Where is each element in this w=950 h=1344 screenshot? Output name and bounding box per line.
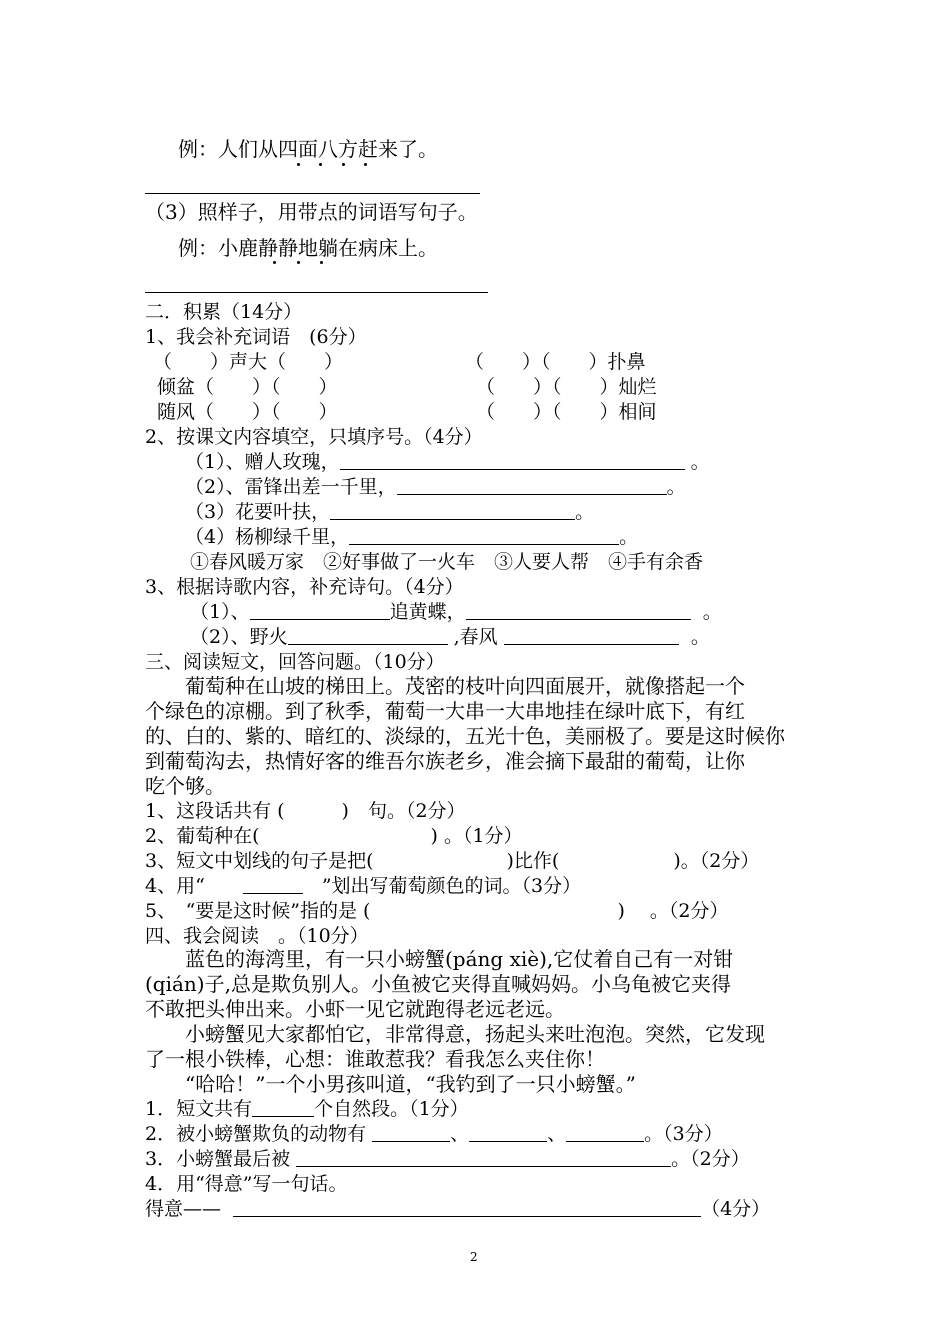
passage-1-line: 到葡萄沟去，热情好客的维吾尔族老乡，准会摘下最甜的葡萄，让你 xyxy=(145,749,745,773)
question-3-title: （3）照样子，用带点的词语写句子。 xyxy=(145,200,478,224)
answer-blank[interactable] xyxy=(566,1123,644,1142)
s2-q2-options: ①春风暖万家 ②好事做了一火车 ③人要人帮 ④手有余香 xyxy=(190,551,704,573)
answer-blank[interactable] xyxy=(330,501,575,520)
answer-blank[interactable] xyxy=(233,1198,701,1217)
emphasis-dot xyxy=(319,163,322,166)
passage-1-line: 个绿色的凉棚。到了秋季，葡萄一大串一大串地挂在绿叶底下，有红 xyxy=(145,699,745,723)
answer-blank[interactable] xyxy=(288,626,448,645)
emphasis-dot xyxy=(320,261,323,264)
answer-blank[interactable] xyxy=(252,1098,314,1117)
answer-blank[interactable] xyxy=(250,601,390,620)
s2-q1-title: 1、我会补充词语 (6分） xyxy=(145,326,367,348)
section-3-heading: 三、阅读短文，回答问题。（10分） xyxy=(145,651,445,673)
passage-2-line: 不敢把头伸出来。小虾一见它就跑得老远老远。 xyxy=(145,997,565,1021)
section-2-heading: 二．积累（14分） xyxy=(145,301,303,323)
passage-2-line: (qián)子,总是欺负别人。小鱼被它夹得直喊妈妈。小乌龟被它夹得 xyxy=(145,972,731,996)
idiom-blank-4[interactable]: （ ）（ ）灿烂 xyxy=(476,376,657,398)
s2-q2-item-2: （2）、雷锋出差一千里， 。 xyxy=(185,476,686,498)
example-sentence-2: 例：小鹿静静地躺在病床上。 xyxy=(178,236,438,260)
page-number: 2 xyxy=(470,1250,478,1264)
idiom-blank-1[interactable]: （ ）声大（ ） xyxy=(153,351,344,373)
answer-blank[interactable] xyxy=(243,875,303,894)
emphasis-dot xyxy=(297,163,300,166)
example-sentence-1: 例：人们从四面八方赶来了。 xyxy=(178,137,438,161)
section-4-heading: 四、我会阅读 。（10分） xyxy=(145,925,369,947)
answer-line[interactable] xyxy=(145,193,480,194)
answer-blank[interactable] xyxy=(504,626,679,645)
passage-1-line: 葡萄种在山坡的梯田上。茂密的枝叶向四面展开，就像搭起一个 xyxy=(145,674,745,698)
passage-1-line: 的、白的、紫的、暗红的、淡绿的，五光十色，美丽极了。要是这时候你 xyxy=(145,724,785,748)
s4-question-4-answer: 得意—— （4分） xyxy=(145,1198,771,1220)
s2-q3-line-1: （1）、 追黄蝶， 。 xyxy=(190,601,722,623)
passage-2-line: 小螃蟹见大家都怕它，非常得意，扬起头来吐泡泡。突然，它发现 xyxy=(145,1022,765,1046)
passage-2-line: “哈哈！”一个小男孩叫道，“我钓到了一只小螃蟹。” xyxy=(145,1072,636,1096)
s2-q2-item-1: （1）、赠人玫瑰， 。 xyxy=(185,451,710,473)
s4-question-3: 3．小螃蟹最后被 。（2分） xyxy=(145,1148,750,1170)
emphasis-dot xyxy=(342,163,345,166)
answer-blank[interactable] xyxy=(296,1148,671,1167)
passage-2-line: 蓝色的海湾里，有一只小螃蟹(páng xiè),它仗着自己有一对钳 xyxy=(145,947,734,971)
answer-blank[interactable] xyxy=(340,451,685,470)
emphasis-dot xyxy=(273,261,276,264)
s3-question-1: 1、这段话共有 ( ) 句。（2分） xyxy=(145,800,466,822)
idiom-blank-6[interactable]: （ ）（ ）相间 xyxy=(476,401,657,423)
passage-1-line: 吃个够。 xyxy=(145,774,225,798)
answer-blank[interactable] xyxy=(469,1123,547,1142)
passage-2-line: 了一根小铁棒，心想：谁敢惹我？看我怎么夹住你！ xyxy=(145,1047,605,1071)
answer-blank[interactable] xyxy=(466,601,691,620)
s2-q2-item-3: （3）花要叶扶， 。 xyxy=(185,501,595,523)
s3-question-3: 3、短文中划线的句子是把( )比作( )。（2分） xyxy=(145,850,760,872)
s3-question-2: 2、葡萄种在( ) 。（1分） xyxy=(145,825,523,847)
s4-question-2: 2．被小螃蟹欺负的动物有 、 、 。（3分） xyxy=(145,1123,723,1145)
s2-q2-title: 2、按课文内容填空，只填序号。（4分） xyxy=(145,426,483,448)
idiom-blank-2[interactable]: （ ）（ ）扑鼻 xyxy=(465,351,646,373)
idiom-blank-3[interactable]: 倾盆（ ）（ ） xyxy=(157,376,338,398)
emphasis-dot xyxy=(297,261,300,264)
emphasis-dot xyxy=(364,163,367,166)
answer-blank[interactable] xyxy=(397,476,667,495)
s2-q3-title: 3、根据诗歌内容，补充诗句。（4分） xyxy=(145,576,464,598)
s4-question-4: 4．用“得意”写一句话。 xyxy=(145,1173,348,1195)
s2-q2-item-4: （4）杨柳绿千里， 。 xyxy=(185,526,639,548)
answer-line[interactable] xyxy=(145,292,488,293)
idiom-blank-5[interactable]: 随风（ ）（ ） xyxy=(157,401,338,423)
answer-blank[interactable] xyxy=(349,526,619,545)
s2-q3-line-2: （2）、野火 ,春风 。 xyxy=(190,626,710,648)
s4-question-1: 1．短文共有 个自然段。（1分） xyxy=(145,1098,469,1120)
s3-question-4: 4、用“ ”划出写葡萄颜色的词。（3分） xyxy=(145,875,582,897)
answer-blank[interactable] xyxy=(372,1123,450,1142)
s3-question-5: 5、 “要是这时候”指的是 ( ) 。（2分） xyxy=(145,900,729,922)
